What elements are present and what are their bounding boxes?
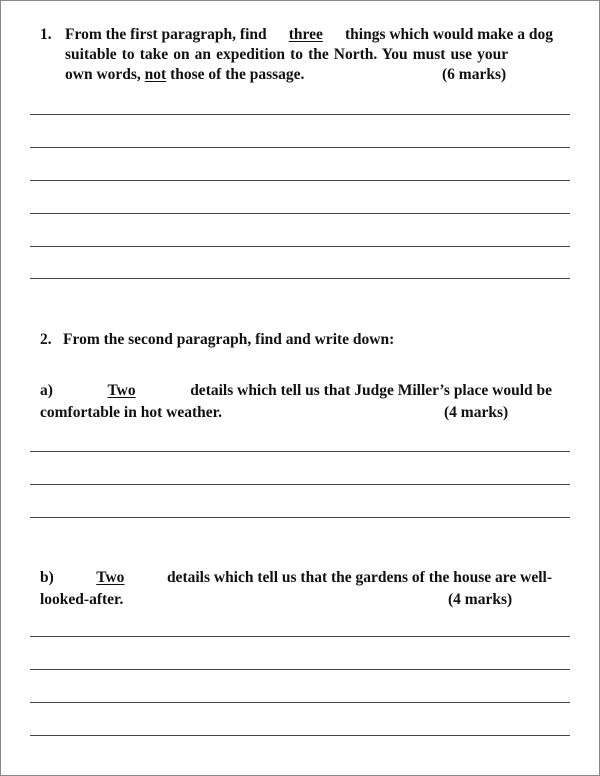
q2a-answer-line-1[interactable] [30, 451, 570, 452]
q1-answer-line-5[interactable] [30, 246, 570, 247]
q1-line-3-text-b: those of the passage. [170, 66, 305, 83]
q2-number: 2. [40, 331, 52, 348]
q2a-line-1 [40, 381, 552, 401]
q2a-label: a) [40, 382, 53, 399]
q2-prompt: From the second paragraph, find and write down: [63, 331, 395, 348]
q2b-marks: (4 marks) [448, 591, 513, 608]
q2b-line-1-text: details which tell us that the gardens of the house are well- [166, 569, 552, 586]
q2b-answer-line-4[interactable] [30, 735, 570, 736]
q2a-underlined-two: Two [107, 382, 136, 399]
q2b-label: b) [40, 569, 54, 586]
q2b-line-2: looked-after. [40, 591, 124, 608]
q1-answer-line-6[interactable] [30, 278, 570, 279]
q1-answer-line-4[interactable] [30, 213, 570, 214]
q2b-answer-line-2[interactable] [30, 669, 570, 670]
q1-line-1-text-a: From the first paragraph, find [65, 26, 267, 43]
q1-underlined-three: three [288, 26, 323, 43]
q2a-answer-line-2[interactable] [30, 484, 570, 485]
q1-number: 1. [40, 26, 52, 43]
q2a-marks: (4 marks) [444, 404, 509, 421]
q2b-underlined-two: Two [96, 569, 125, 586]
q1-line-3 [65, 65, 304, 85]
q2b-answer-line-3[interactable] [30, 702, 570, 703]
q1-answer-line-3[interactable] [30, 180, 570, 181]
q1-line-2: suitable to take on an expedition to the North. You must use your [65, 46, 509, 63]
q1-answer-line-1[interactable] [30, 114, 570, 115]
q2a-line-1-text: details which tell us that Judge Miller’s place would be [190, 382, 552, 399]
q2b-answer-line-1[interactable] [30, 636, 570, 637]
q1-answer-line-2[interactable] [30, 147, 570, 148]
q1-line-1-text-b: things which would make a dog [344, 26, 553, 43]
q2a-answer-line-3[interactable] [30, 517, 570, 518]
q1-line-1 [65, 25, 553, 45]
q2a-line-2: comfortable in hot weather. [40, 404, 222, 421]
q2b-line-1 [40, 568, 552, 588]
q1-line-3-text-a: own words, [65, 66, 141, 83]
q1-marks: (6 marks) [442, 66, 507, 83]
q1-underlined-not: not [144, 66, 167, 83]
